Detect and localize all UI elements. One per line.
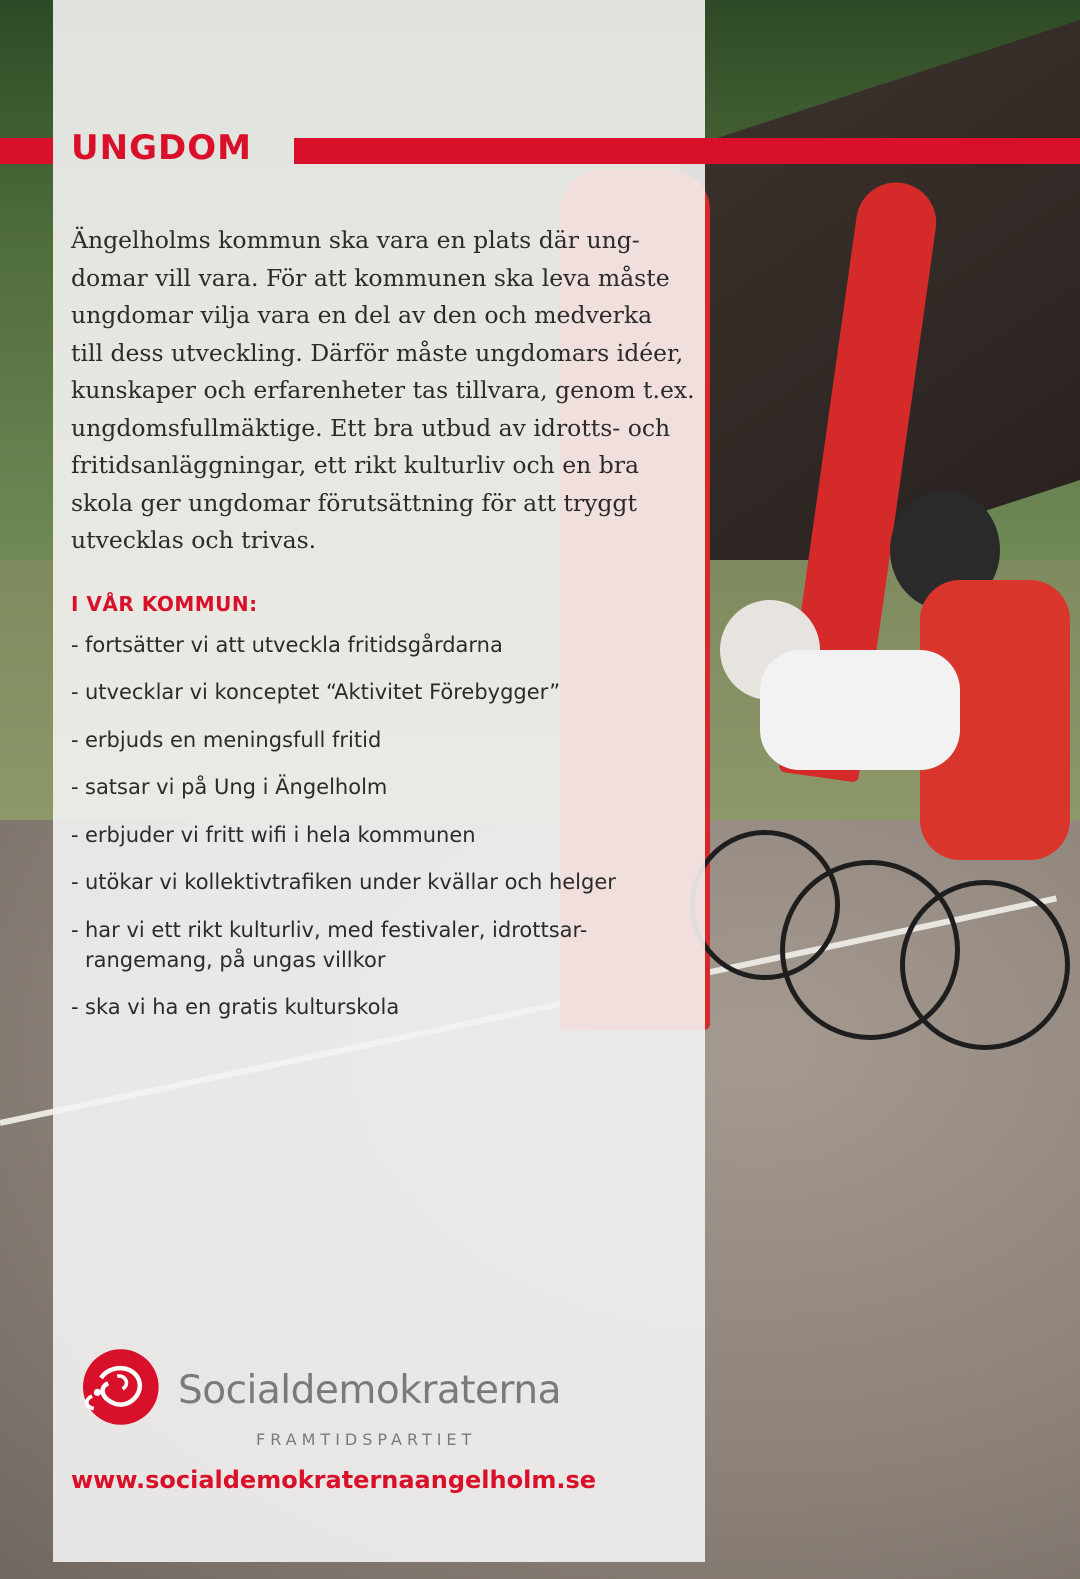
intro-line: kunskaper och erfarenheter tas tillvara, genom t.ex. [71, 376, 695, 404]
intro-line: Ängelholms kommun ska vara en plats där ung- [71, 226, 640, 254]
party-name: Socialdemokraterna [178, 1368, 561, 1413]
intro-line: domar vill vara. För att kommunen ska leva måste [71, 263, 670, 292]
list-item: - utvecklar vi konceptet “Aktivitet Förebygger” [71, 680, 561, 704]
rider-body [760, 650, 960, 770]
party-tagline: FRAMTIDSPARTIET [256, 1430, 477, 1449]
intro-line: till dess utveckling. Därför måste ungdomars idéer, [71, 338, 684, 367]
intro-line: ungdomar vilja vara en del av den och medverka [71, 301, 653, 329]
list-item: - satsar vi på Ung i Ängelholm [71, 775, 388, 799]
intro-line: utvecklas och trivas. [71, 526, 317, 554]
list-item: - erbjuder vi fritt wifi i hela kommunen [71, 823, 476, 847]
intro-paragraph [71, 222, 695, 560]
section-heading: UNGDOM [71, 128, 252, 168]
list-item: - har vi ett rikt kulturliv, med festivaler, idrottsar- rangemang, på ungas villkor [71, 918, 588, 972]
rose-icon [74, 1342, 164, 1432]
list-item: - erbjuds en meningsfull fritid [71, 728, 382, 752]
list-item: - fortsätter vi att utveckla fritidsgårdarna [71, 633, 503, 657]
commitments-subheading: I VÅR KOMMUN: [71, 592, 258, 616]
list-item: - ska vi ha en gratis kulturskola [71, 995, 400, 1019]
website-link[interactable]: www.socialdemokraternaangelholm.se [71, 1466, 597, 1494]
heading-rule-right [294, 138, 1080, 164]
heading-rule-left [0, 138, 53, 164]
intro-line: ungdomsfullmäktige. Ett bra utbud av idrotts- och [71, 413, 671, 442]
bike-wheel [900, 880, 1070, 1050]
intro-line: fritidsanläggningar, ett rikt kulturliv och en bra [71, 451, 640, 479]
list-item: - utökar vi kollektivtrafiken under kvällar och helger [71, 870, 616, 894]
intro-line: skola ger ungdomar förutsättning för att tryggt [71, 488, 637, 517]
